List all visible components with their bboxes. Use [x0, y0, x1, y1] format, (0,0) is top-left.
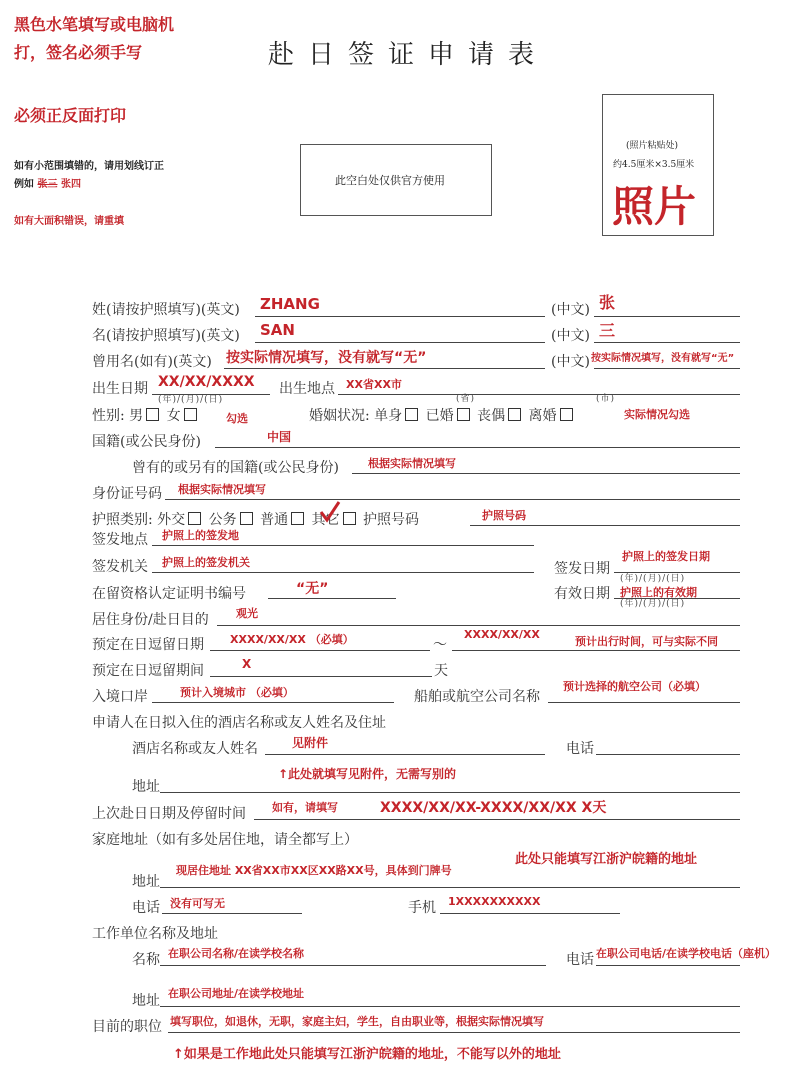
label-day: 天 [434, 663, 448, 679]
value-surname-en[interactable]: ZHANG [260, 295, 320, 313]
photo-paste-label: (照片粘贴处) [626, 141, 679, 151]
label-id: 身份证号码 [92, 486, 162, 502]
checkbox-diplomatic[interactable] [188, 512, 201, 525]
pp-diplomatic-label: 护照类别: 外交 [92, 512, 186, 528]
value-home-address[interactable]: 现居住地址 XX省XX市XX区XX路XX号，具体到门牌号 [176, 864, 452, 877]
label-mobile: 手机 [408, 900, 436, 916]
label-stay-length: 预定在日逗留期间 [92, 663, 204, 679]
label-issue-auth: 签发机关 [92, 559, 148, 575]
label-work-phone: 电话 [566, 952, 594, 968]
label-home-address: 地址 [132, 874, 160, 890]
hotel-note: ↑此处就填写见附件，无需写别的 [278, 767, 457, 781]
checkbox-married[interactable] [457, 408, 470, 421]
value-stay-to[interactable]: XXXX/XX/XX [464, 628, 540, 641]
value-nationality[interactable]: 中国 [267, 430, 292, 444]
value-pob[interactable]: XX省XX市 [346, 378, 402, 391]
value-coe[interactable]: “无” [296, 581, 329, 597]
label-tilde: ～ [433, 637, 447, 653]
label-marital [309, 405, 576, 425]
label-home-head: 家庭地址（如有多处居住地，请全都写上） [92, 832, 358, 848]
marital-divorced-label: 离婚 [528, 408, 557, 424]
example-prefix: 例如 [14, 179, 34, 190]
value-issue-date[interactable]: 护照上的签发日期 [622, 550, 710, 563]
label-port: 入境口岸 [92, 689, 148, 705]
note-sign: 打，签名必须手写 [14, 43, 143, 62]
value-work-phone[interactable]: 在职公司电话/在读学校电话（座机） [596, 947, 777, 960]
marital-note: 实际情况勾选 [624, 408, 690, 421]
page-title: 赴日签证申请表 [268, 40, 549, 70]
photo-size-label: 约4.5厘米×3.5厘米 [613, 160, 695, 170]
pob-prov: (省) [456, 394, 476, 404]
label-hotel-name: 酒店名称或友人姓名 [132, 741, 258, 757]
value-issue-auth[interactable]: 护照上的签发机关 [162, 556, 250, 569]
pp-ordinary-label: 普通 [260, 512, 289, 528]
label-former-cn: (中文) [551, 354, 590, 370]
label-issue-place: 签发地点 [92, 532, 148, 548]
label-dob: 出生日期 [92, 381, 148, 397]
label-coe: 在留资格认定证明书编号 [92, 586, 246, 602]
label-sex [92, 405, 200, 425]
value-id[interactable]: 根据实际情况填写 [178, 483, 266, 496]
value-expiry[interactable]: 护照上的有效期 [620, 586, 697, 599]
label-airline: 船舶或航空公司名称 [414, 689, 540, 705]
checkbox-other[interactable] [343, 512, 356, 525]
value-issue-place[interactable]: 护照上的签发地 [162, 529, 239, 542]
value-former-cn[interactable]: 按实际情况填写，没有就写“无” [591, 353, 735, 364]
value-stay-from[interactable]: XXXX/XX/XX （必填） [230, 633, 354, 646]
label-former: 曾用名(如有)(英文) [92, 354, 212, 370]
value-last-visit[interactable]: 如有，请填写 [272, 801, 338, 814]
value-last-visit-dates[interactable]: XXXX/XX/XX-XXXX/XX/XX X天 [380, 800, 607, 816]
note-example [14, 175, 81, 190]
value-home-phone[interactable]: 没有可写无 [170, 897, 225, 910]
checkbox-female[interactable] [184, 408, 197, 421]
checkbox-male[interactable] [146, 408, 159, 421]
pob-city: (市) [596, 394, 616, 404]
label-expiry: 有效日期 [554, 586, 610, 602]
label-work-head: 工作单位名称及地址 [92, 926, 218, 942]
label-hotel-address: 地址 [132, 779, 160, 795]
value-work-address[interactable]: 在职公司地址/在读学校地址 [168, 987, 305, 1000]
checkbox-divorced[interactable] [560, 408, 573, 421]
checkmark-icon [318, 500, 342, 524]
label-nationality: 国籍(或公民身份) [92, 434, 201, 450]
value-work-name[interactable]: 在职公司名称/在读学校名称 [168, 947, 305, 960]
label-home-phone: 电话 [132, 900, 160, 916]
official-use-text: 此空白处仅供官方使用 [335, 174, 445, 187]
label-other-nat: 曾有的或另有的国籍(或公民身份) [132, 460, 339, 476]
label-position: 目前的职位 [92, 1019, 162, 1035]
sex-male-label: 性别: 男 [92, 408, 144, 424]
stay-note: 预计出行时间，可与实际不同 [575, 635, 718, 648]
label-given-cn: (中文) [551, 328, 590, 344]
value-position[interactable]: 填写职位，如退休，无职，家庭主妇，学生，自由职业等，根据实际情况填写 [170, 1015, 544, 1028]
checkbox-ordinary[interactable] [291, 512, 304, 525]
home-note: 此处只能填写江浙沪皖籍的地址 [515, 852, 698, 867]
value-port[interactable]: 预计入境城市 （必填） [180, 686, 294, 699]
sex-female-label: 女 [166, 408, 181, 424]
pp-number-label: 护照号码 [362, 512, 419, 528]
value-purpose[interactable]: 观光 [236, 607, 258, 620]
note-pen: 黑色水笔填写或电脑机 [14, 15, 175, 34]
example-old: 张三 [37, 179, 58, 190]
label-purpose: 居住身份/赴日目的 [92, 612, 209, 628]
pp-official-label: 公务 [208, 512, 237, 528]
label-hotel-phone: 电话 [566, 741, 594, 757]
value-given-en[interactable]: SAN [260, 321, 295, 339]
label-surname: 姓(请按护照填写)(英文) [92, 302, 240, 318]
value-given-cn[interactable]: 三 [599, 321, 616, 340]
label-given: 名(请按护照填写)(英文) [92, 328, 240, 344]
value-other-nat[interactable]: 根据实际情况填写 [368, 457, 456, 470]
value-former-en[interactable]: 按实际情况填写，没有就写“无” [226, 350, 427, 366]
checkbox-widowed[interactable] [508, 408, 521, 421]
label-hotel-head: 申请人在日拟入住的酒店名称或友人姓名及住址 [92, 715, 386, 731]
label-pob: 出生地点 [279, 381, 335, 397]
label-work-name: 名称 [132, 952, 160, 968]
marital-widowed-label: 丧偶 [477, 408, 506, 424]
dob-format: (年)/(月)/(日) [158, 395, 224, 405]
label-last-visit: 上次赴日日期及停留时间 [92, 806, 246, 822]
label-stay-date: 预定在日逗留日期 [92, 637, 204, 653]
marital-married-label: 已婚 [425, 408, 454, 424]
label-issue-date: 签发日期 [554, 561, 610, 577]
pp-other-label: 其它 [311, 512, 340, 528]
value-airline[interactable]: 预计选择的航空公司（必填） [563, 680, 706, 693]
label-work-address: 地址 [132, 993, 160, 1009]
note-print: 必须正反面打印 [14, 106, 127, 125]
value-stay-length[interactable]: X [242, 657, 252, 671]
bottom-note: ↑如果是工作地此处只能填写江浙沪皖籍的地址，不能写以外的地址 [173, 1047, 561, 1062]
marital-single-label: 婚姻状况: 单身 [309, 408, 403, 424]
label-surname-cn: (中文) [551, 302, 590, 318]
value-pp-number[interactable]: 护照号码 [482, 509, 526, 522]
value-mobile[interactable]: 1XXXXXXXXXX [448, 895, 541, 908]
photo-big-label: 照片 [612, 182, 697, 231]
note-big-error: 如有大面积错误，请重填 [14, 216, 124, 227]
value-surname-cn[interactable]: 张 [599, 293, 616, 312]
label-pp-type [92, 509, 419, 529]
value-dob[interactable]: XX/XX/XXXX [158, 374, 255, 390]
example-new: 张四 [60, 179, 81, 190]
sex-note: 勾选 [226, 412, 248, 425]
checkbox-official[interactable] [240, 512, 253, 525]
value-hotel[interactable]: 见附件 [292, 736, 329, 750]
checkbox-single[interactable] [405, 408, 418, 421]
note-small-error: 如有小范围填错的，请用划线订正 [14, 161, 164, 172]
issue-date-format: (年)/(月)/(日) [620, 574, 686, 584]
expiry-format: (年)/(月)/(日) [620, 599, 686, 609]
